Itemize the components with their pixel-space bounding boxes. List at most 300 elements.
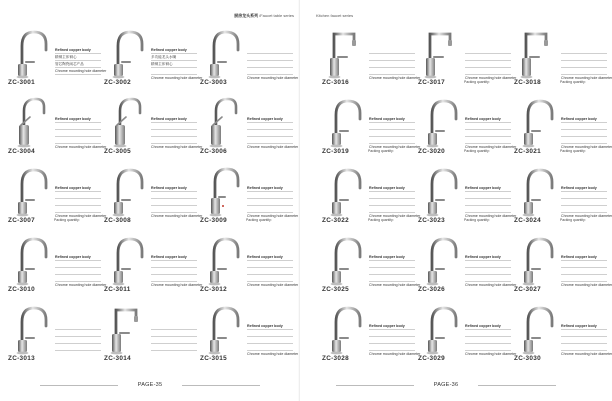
spec-line bbox=[247, 62, 293, 68]
spec-list bbox=[151, 324, 197, 357]
spec-list bbox=[55, 186, 107, 219]
spec-line bbox=[369, 124, 415, 130]
spec-line: Chrome mounting hole diameter bbox=[561, 352, 612, 357]
spec-line: Refined copper body bbox=[151, 48, 197, 54]
spec-line bbox=[561, 69, 607, 75]
spec-list bbox=[561, 48, 612, 81]
spec-list bbox=[561, 117, 612, 150]
spec-line bbox=[151, 338, 197, 344]
product-card bbox=[514, 231, 612, 300]
series-title-en: Kitchen faucet series bbox=[316, 13, 354, 18]
spec-line: Refined copper body bbox=[561, 186, 607, 192]
product-code: ZC-3023 bbox=[418, 217, 445, 224]
spec-line bbox=[151, 331, 197, 337]
spec-line: Chrome mounting hole diameter bbox=[55, 145, 107, 150]
spec-line bbox=[151, 269, 197, 275]
product-code: ZC-3005 bbox=[104, 148, 131, 155]
spec-line bbox=[369, 262, 415, 268]
spec-list bbox=[369, 186, 421, 219]
spec-line bbox=[55, 138, 101, 144]
spec-line bbox=[247, 48, 293, 54]
packing-label: Packing quantity: bbox=[560, 218, 586, 222]
spec-line bbox=[247, 124, 293, 130]
packing-label: Packing quantity: bbox=[464, 80, 490, 84]
spec-list bbox=[369, 255, 421, 288]
product-card bbox=[8, 231, 107, 300]
spec-line bbox=[369, 331, 415, 337]
spec-line: 多功能龙头水嘴 bbox=[151, 55, 197, 61]
spec-line bbox=[55, 324, 101, 330]
spec-list bbox=[465, 117, 517, 150]
product-grid-left bbox=[8, 24, 299, 370]
spec-line: Chrome mounting hole diameter bbox=[465, 283, 517, 288]
faucet-image bbox=[514, 302, 562, 356]
packing-label: Packing quantity: bbox=[368, 149, 394, 153]
spec-line: Refined copper body bbox=[55, 117, 101, 123]
spec-line bbox=[55, 352, 101, 357]
spec-line bbox=[465, 48, 511, 54]
spec-list bbox=[55, 255, 107, 288]
spec-line: Refined copper body bbox=[247, 324, 293, 330]
spec-line bbox=[369, 276, 415, 282]
product-card bbox=[322, 93, 421, 162]
spec-line bbox=[465, 338, 511, 344]
spec-list bbox=[151, 255, 203, 288]
faucet-image bbox=[8, 26, 56, 80]
product-card bbox=[200, 300, 299, 369]
spec-line: Refined copper body bbox=[151, 117, 197, 123]
product-card bbox=[200, 24, 299, 93]
faucet-image bbox=[418, 302, 466, 356]
spec-line: Chrome mounting hole diameter bbox=[55, 283, 107, 288]
product-code: ZC-3010 bbox=[8, 286, 35, 293]
series-title-cn: 厨房龙头系列 bbox=[234, 13, 259, 18]
packing-info bbox=[368, 149, 416, 153]
spec-line bbox=[151, 69, 197, 75]
spec-list bbox=[369, 324, 421, 357]
series-title-en: /Faucet table series bbox=[259, 13, 294, 18]
spec-line bbox=[465, 345, 511, 351]
product-code: ZC-3001 bbox=[8, 79, 35, 86]
spec-line bbox=[247, 207, 293, 213]
faucet-image bbox=[104, 164, 152, 218]
faucet-image bbox=[104, 233, 152, 287]
spec-line: Chrome mounting hole diameter bbox=[151, 283, 203, 288]
product-card bbox=[104, 231, 203, 300]
spec-line bbox=[369, 207, 415, 213]
spec-line bbox=[465, 124, 511, 130]
spec-line bbox=[55, 269, 101, 275]
product-code: ZC-3004 bbox=[8, 148, 35, 155]
product-card bbox=[200, 162, 299, 231]
spec-line bbox=[55, 207, 101, 213]
product-card bbox=[8, 300, 104, 369]
packing-info bbox=[246, 218, 294, 222]
faucet-image bbox=[200, 26, 248, 80]
spec-list bbox=[151, 117, 203, 150]
spec-line bbox=[151, 138, 197, 144]
faucet-image bbox=[322, 302, 370, 356]
spec-line: Refined copper body bbox=[369, 255, 415, 261]
product-card bbox=[514, 93, 612, 162]
faucet-image bbox=[418, 95, 466, 149]
faucet-image bbox=[514, 164, 562, 218]
spec-line: Chrome mounting hole diameter bbox=[247, 214, 299, 219]
faucet-image bbox=[322, 164, 370, 218]
page-number-right: PAGE-36 bbox=[433, 382, 459, 388]
spec-line bbox=[369, 55, 415, 61]
spec-line bbox=[151, 324, 197, 330]
spec-line bbox=[465, 207, 511, 213]
spec-list bbox=[561, 186, 612, 219]
spec-line: Refined copper body bbox=[561, 324, 607, 330]
footer-rule bbox=[40, 385, 118, 386]
spec-list bbox=[465, 186, 517, 219]
faucet-image bbox=[418, 164, 466, 218]
footer-rule bbox=[182, 385, 260, 386]
spec-line bbox=[55, 193, 101, 199]
spec-line: Refined copper body bbox=[247, 186, 293, 192]
spec-line: Chrome mounting hole diameter bbox=[465, 76, 517, 81]
product-code: ZC-3029 bbox=[418, 355, 445, 362]
product-card bbox=[104, 24, 203, 93]
spec-line bbox=[369, 131, 415, 137]
packing-label: Packing quantity: bbox=[560, 149, 586, 153]
packing-info bbox=[464, 149, 512, 153]
spec-line: Chrome mounting hole diameter bbox=[369, 283, 421, 288]
spec-line: Chrome mounting hole diameter bbox=[465, 352, 517, 357]
product-code: ZC-3011 bbox=[104, 286, 131, 293]
spec-line: Chrome mounting hole diameter bbox=[151, 76, 203, 81]
spec-line bbox=[55, 276, 101, 282]
spec-line bbox=[369, 138, 415, 144]
product-card bbox=[514, 162, 612, 231]
spec-line bbox=[561, 262, 607, 268]
spec-line bbox=[247, 269, 293, 275]
product-card bbox=[104, 93, 203, 162]
spec-line bbox=[247, 200, 293, 206]
spec-line: Chrome mounting hole diameter bbox=[55, 214, 107, 219]
product-code: ZC-3003 bbox=[200, 79, 227, 86]
product-grid-right bbox=[322, 24, 612, 370]
spec-line bbox=[465, 62, 511, 68]
spec-line: Chrome mounting hole diameter bbox=[247, 145, 299, 150]
product-card bbox=[418, 231, 517, 300]
spec-line bbox=[465, 69, 511, 75]
spec-list bbox=[465, 255, 517, 288]
series-header-left bbox=[234, 11, 294, 21]
faucet-image bbox=[200, 164, 248, 218]
spec-list bbox=[369, 117, 421, 150]
footer-rule bbox=[336, 385, 414, 386]
spec-line: Refined copper body bbox=[151, 186, 197, 192]
product-code: ZC-3020 bbox=[418, 148, 445, 155]
product-card bbox=[200, 93, 299, 162]
packing-info bbox=[54, 218, 102, 222]
spec-list bbox=[561, 255, 612, 288]
faucet-image bbox=[514, 26, 562, 80]
product-card bbox=[8, 24, 107, 93]
spec-line bbox=[369, 269, 415, 275]
spec-line bbox=[561, 48, 607, 54]
product-code: ZC-3021 bbox=[514, 148, 541, 155]
spec-line: Chrome mounting hole diameter bbox=[465, 214, 517, 219]
spec-line: 管芯陶瓷阀芯产品 bbox=[55, 62, 101, 68]
product-code: ZC-3027 bbox=[514, 286, 541, 293]
spec-line bbox=[465, 200, 511, 206]
spec-line bbox=[55, 338, 101, 344]
spec-line bbox=[561, 331, 607, 337]
product-card bbox=[8, 162, 107, 231]
spec-line: Chrome mounting hole diameter bbox=[561, 145, 612, 150]
spec-line bbox=[247, 131, 293, 137]
spec-line: Refined copper body bbox=[465, 186, 511, 192]
packing-label: Packing quantity: bbox=[464, 218, 490, 222]
spec-list bbox=[465, 324, 517, 357]
spec-line bbox=[247, 262, 293, 268]
faucet-image bbox=[514, 233, 562, 287]
spec-line: Chrome mounting hole diameter bbox=[247, 283, 299, 288]
spec-line: Chrome mounting hole diameter bbox=[151, 214, 203, 219]
spec-line bbox=[561, 276, 607, 282]
product-card bbox=[418, 162, 517, 231]
faucet-image bbox=[514, 95, 562, 149]
spec-line: Refined copper body bbox=[55, 48, 101, 54]
product-card bbox=[200, 231, 299, 300]
spec-line bbox=[369, 193, 415, 199]
spec-line: 精铜主体铜心 bbox=[151, 62, 197, 68]
spec-line bbox=[561, 200, 607, 206]
spec-line bbox=[151, 193, 197, 199]
product-code: ZC-3016 bbox=[322, 79, 349, 86]
product-code: ZC-3030 bbox=[514, 355, 541, 362]
product-code: ZC-3013 bbox=[8, 355, 35, 362]
spec-line bbox=[247, 138, 293, 144]
spec-line bbox=[151, 262, 197, 268]
product-card bbox=[322, 162, 421, 231]
spec-line: Refined copper body bbox=[151, 255, 197, 261]
faucet-image bbox=[104, 95, 152, 149]
spec-line: Chrome mounting hole diameter bbox=[369, 352, 421, 357]
spec-line: 精铜主体铜心 bbox=[55, 55, 101, 61]
spec-line: Refined copper body bbox=[561, 255, 607, 261]
packing-info bbox=[560, 218, 608, 222]
faucet-image bbox=[200, 302, 248, 356]
product-code: ZC-3028 bbox=[322, 355, 349, 362]
spec-line: Chrome mounting hole diameter bbox=[561, 76, 612, 81]
spec-line bbox=[55, 331, 101, 337]
faucet-image bbox=[200, 233, 248, 287]
faucet-image bbox=[8, 164, 56, 218]
product-code: ZC-3006 bbox=[200, 148, 227, 155]
packing-label: Packing quantity: bbox=[54, 218, 80, 222]
spec-line bbox=[369, 62, 415, 68]
product-code: ZC-3017 bbox=[418, 79, 445, 86]
spec-line bbox=[465, 55, 511, 61]
faucet-image bbox=[8, 95, 56, 149]
spec-line bbox=[561, 55, 607, 61]
spec-list bbox=[55, 48, 107, 81]
spec-line bbox=[561, 193, 607, 199]
spec-line bbox=[561, 131, 607, 137]
spec-line bbox=[465, 138, 511, 144]
spec-line bbox=[369, 200, 415, 206]
spec-line: Refined copper body bbox=[369, 324, 415, 330]
faucet-image bbox=[322, 233, 370, 287]
faucet-image bbox=[8, 233, 56, 287]
footer-rule bbox=[478, 385, 556, 386]
spec-line: Refined copper body bbox=[465, 324, 511, 330]
spec-line bbox=[55, 76, 101, 81]
page-number-left: PAGE-35 bbox=[137, 382, 163, 388]
spec-line: Refined copper body bbox=[369, 186, 415, 192]
spec-line bbox=[55, 131, 101, 137]
spec-line: Chrome mounting hole diameter bbox=[369, 145, 421, 150]
spec-line bbox=[247, 338, 293, 344]
product-card bbox=[514, 24, 612, 93]
spec-list bbox=[247, 48, 299, 81]
spec-line bbox=[151, 345, 197, 351]
spec-line bbox=[465, 193, 511, 199]
spec-line bbox=[561, 338, 607, 344]
product-code: ZC-3015 bbox=[200, 355, 227, 362]
faucet-image bbox=[200, 95, 248, 149]
product-card bbox=[104, 300, 200, 369]
product-card bbox=[322, 300, 421, 369]
packing-label: Packing quantity: bbox=[246, 218, 272, 222]
product-card bbox=[418, 300, 517, 369]
faucet-image bbox=[104, 302, 152, 356]
spec-line bbox=[55, 345, 101, 351]
product-code: ZC-3007 bbox=[8, 217, 35, 224]
spec-list bbox=[247, 255, 299, 288]
spec-line bbox=[561, 207, 607, 213]
spec-line: Chrome mounting hole diameter bbox=[247, 352, 299, 357]
faucet-image bbox=[8, 302, 56, 356]
packing-label: Packing quantity: bbox=[368, 218, 394, 222]
spec-line: Refined copper body bbox=[465, 255, 511, 261]
faucet-image bbox=[418, 26, 466, 80]
spec-line bbox=[369, 69, 415, 75]
product-code: ZC-3008 bbox=[104, 217, 131, 224]
spec-list bbox=[247, 186, 299, 219]
packing-info bbox=[464, 80, 512, 84]
product-card bbox=[514, 300, 612, 369]
product-card bbox=[418, 93, 517, 162]
packing-label: Packing quantity: bbox=[560, 80, 586, 84]
product-code: ZC-3022 bbox=[322, 217, 349, 224]
spec-line bbox=[561, 138, 607, 144]
spec-list bbox=[465, 48, 517, 81]
spec-line bbox=[369, 48, 415, 54]
spec-line bbox=[465, 269, 511, 275]
spec-line bbox=[465, 262, 511, 268]
packing-info bbox=[560, 149, 608, 153]
spec-line: Chrome mounting hole diameter bbox=[55, 69, 101, 75]
spec-line bbox=[151, 276, 197, 282]
product-code: ZC-3026 bbox=[418, 286, 445, 293]
spec-line: Refined copper body bbox=[561, 117, 607, 123]
product-code: ZC-3024 bbox=[514, 217, 541, 224]
spec-line bbox=[465, 131, 511, 137]
spec-line bbox=[151, 207, 197, 213]
spec-line bbox=[247, 69, 293, 75]
spec-line bbox=[151, 200, 197, 206]
spec-line bbox=[561, 345, 607, 351]
spec-line bbox=[465, 276, 511, 282]
spec-line: Chrome mounting hole diameter bbox=[465, 145, 517, 150]
spec-list bbox=[151, 186, 203, 219]
spec-line: Chrome mounting hole diameter bbox=[561, 283, 612, 288]
product-card bbox=[322, 231, 421, 300]
packing-label: Packing quantity: bbox=[464, 149, 490, 153]
spec-list bbox=[369, 48, 421, 81]
spec-line: Refined copper body bbox=[465, 117, 511, 123]
spec-line: Refined copper body bbox=[55, 255, 101, 261]
packing-info bbox=[464, 218, 512, 222]
faucet-image bbox=[104, 26, 152, 80]
spec-list bbox=[247, 324, 299, 357]
spec-line bbox=[151, 352, 197, 357]
spec-line: Refined copper body bbox=[247, 117, 293, 123]
spec-line bbox=[247, 193, 293, 199]
packing-info bbox=[560, 80, 608, 84]
spec-line: Chrome mounting hole diameter bbox=[369, 76, 421, 81]
product-code: ZC-3018 bbox=[514, 79, 541, 86]
spec-list bbox=[55, 117, 107, 150]
spec-line bbox=[247, 55, 293, 61]
faucet-image bbox=[322, 26, 370, 80]
spec-line bbox=[561, 269, 607, 275]
spec-line bbox=[247, 345, 293, 351]
spec-line bbox=[247, 331, 293, 337]
spec-line bbox=[465, 331, 511, 337]
spec-line: Refined copper body bbox=[55, 186, 101, 192]
product-card bbox=[104, 162, 203, 231]
spec-line: Chrome mounting hole diameter bbox=[369, 214, 421, 219]
spec-list bbox=[247, 117, 299, 150]
packing-info bbox=[368, 218, 416, 222]
page-right bbox=[300, 0, 612, 401]
faucet-image bbox=[418, 233, 466, 287]
spec-line bbox=[369, 338, 415, 344]
product-code: ZC-3019 bbox=[322, 148, 349, 155]
spec-list bbox=[151, 48, 203, 81]
spec-line: Refined copper body bbox=[247, 255, 293, 261]
spec-line bbox=[55, 262, 101, 268]
product-code: ZC-3012 bbox=[200, 286, 227, 293]
series-header-right bbox=[316, 11, 353, 21]
spec-line bbox=[561, 62, 607, 68]
product-code: ZC-3014 bbox=[104, 355, 131, 362]
product-code: ZC-3025 bbox=[322, 286, 349, 293]
spec-list bbox=[561, 324, 612, 357]
product-code: ZC-3009 bbox=[200, 217, 227, 224]
spec-line: Chrome mounting hole diameter bbox=[151, 145, 203, 150]
product-card bbox=[418, 24, 517, 93]
spec-line bbox=[151, 124, 197, 130]
spec-list bbox=[55, 324, 101, 357]
product-card bbox=[8, 93, 107, 162]
spec-line bbox=[55, 200, 101, 206]
spec-line bbox=[561, 124, 607, 130]
spec-line bbox=[369, 345, 415, 351]
faucet-image bbox=[322, 95, 370, 149]
spec-line: Refined copper body bbox=[369, 117, 415, 123]
spec-line bbox=[247, 276, 293, 282]
spec-line bbox=[151, 131, 197, 137]
page-left bbox=[0, 0, 300, 401]
